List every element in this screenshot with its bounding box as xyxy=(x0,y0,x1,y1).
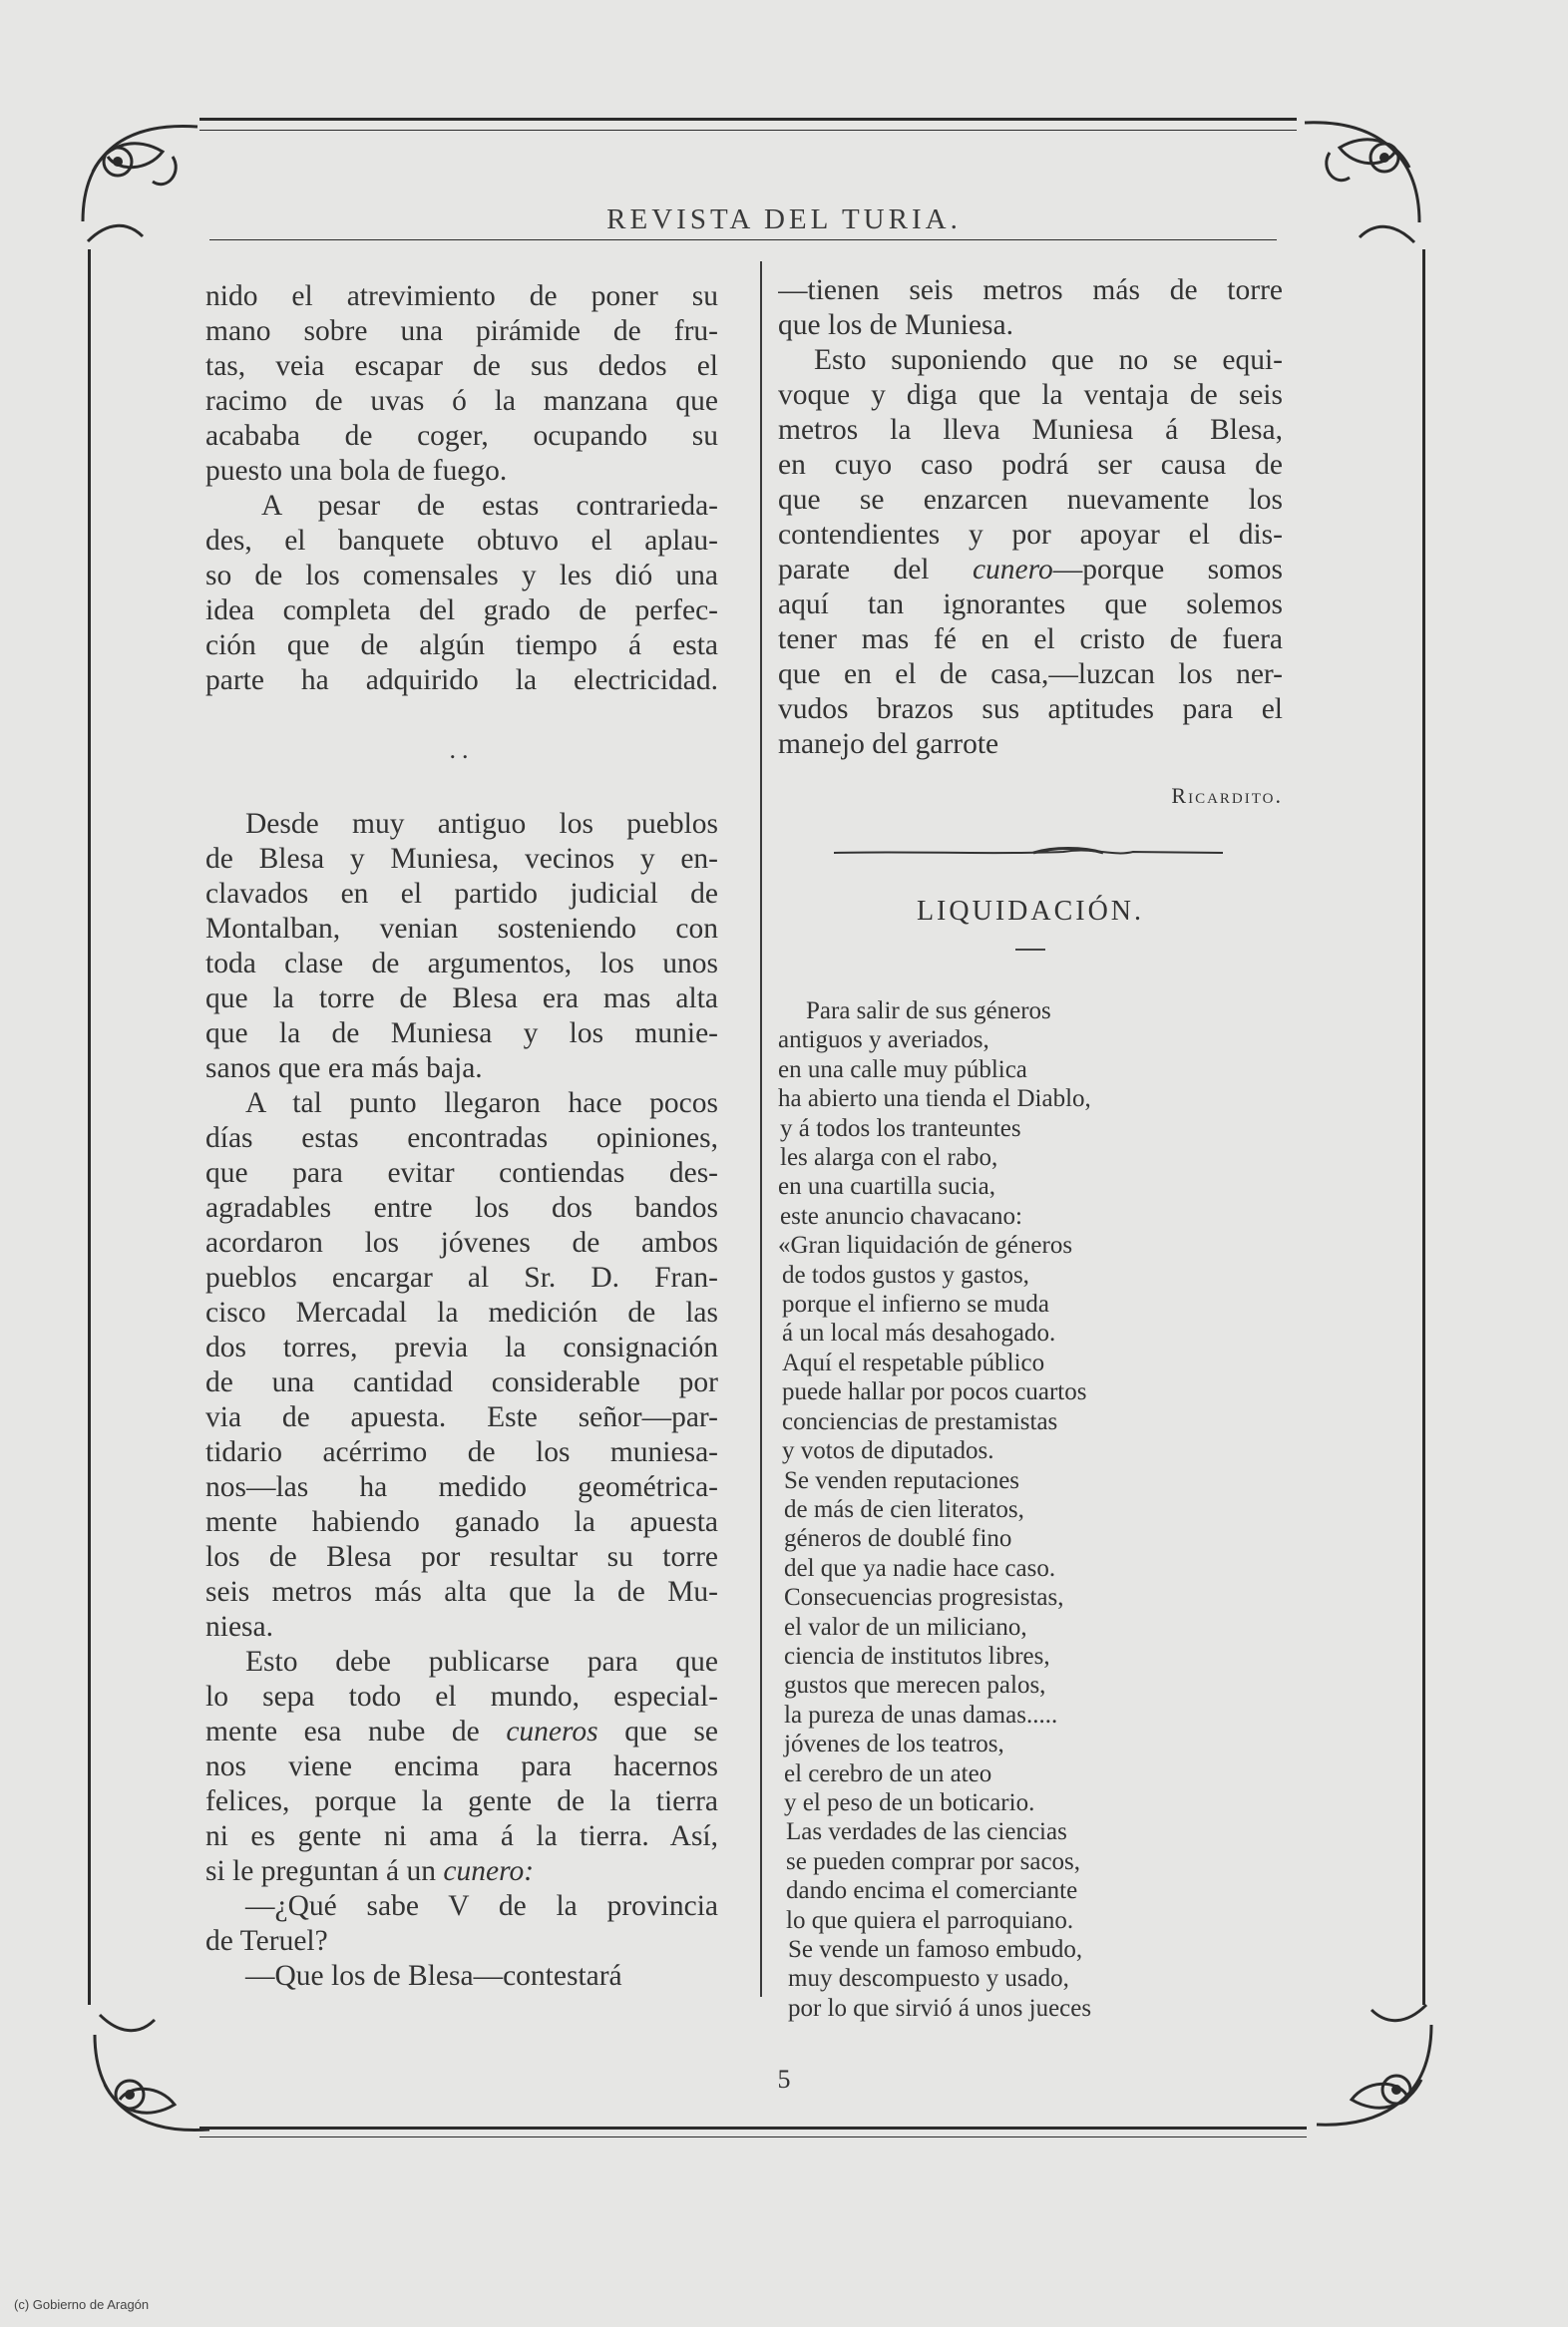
text-line: que la de Muniesa y los munie- xyxy=(205,1017,718,1049)
text-line: nido el atrevimiento de poner su xyxy=(205,280,718,312)
text-line: racimo de uvas ó la manzana que xyxy=(205,385,718,417)
text-line: Esto debe publicarse para que xyxy=(245,1646,718,1678)
text-line: metros la lleva Muniesa á Blesa, xyxy=(778,414,1283,446)
frame-bottom-thin-line xyxy=(199,2136,1307,2137)
poem-line: el valor de un miliciano, xyxy=(784,1613,1027,1641)
poem-line: Se vende un famoso embudo, xyxy=(788,1936,1083,1963)
text-line: seis metros más alta que la de Mu- xyxy=(205,1576,718,1608)
poem-line: ciencia de institutos libres, xyxy=(784,1642,1050,1670)
text-line: nos—las ha medido geométrica- xyxy=(205,1471,718,1503)
text-line: —tienen seis metros más de torre xyxy=(778,274,1283,306)
text-line: idea completa del grado de perfec- xyxy=(205,594,718,626)
text-line: tas, veia escapar de sus dedos el xyxy=(205,350,718,382)
text-line: que la torre de Blesa era mas alta xyxy=(205,982,718,1014)
text-line: vudos brazos sus aptitudes para el xyxy=(778,693,1283,725)
right-paragraph-2 xyxy=(778,343,1283,762)
poem-line: y el peso de un boticario. xyxy=(784,1788,1035,1816)
italic-word: cunero: xyxy=(443,1855,535,1887)
poem-line: puede hallar por pocos cuartos xyxy=(782,1378,1087,1406)
corner-ornament-top-left xyxy=(68,112,217,261)
poem-line: y votos de diputados. xyxy=(782,1437,994,1465)
poem-line: Se venden reputaciones xyxy=(784,1466,1020,1494)
poem-line: la pureza de unas damas..... xyxy=(784,1701,1058,1729)
frame-top-thin-line xyxy=(199,130,1297,131)
column-divider xyxy=(760,261,762,1997)
text-line: cisco Mercadal la medición de las xyxy=(205,1297,718,1329)
text-line: A pesar de estas contrarieda- xyxy=(261,490,718,522)
text-line: clavados en el partido judicial de xyxy=(205,878,718,910)
poem-line: lo que quiera el parroquiano. xyxy=(786,1906,1074,1934)
text-line: niesa. xyxy=(205,1611,273,1643)
text-line: de una cantidad considerable por xyxy=(205,1366,718,1398)
page-header-title: REVISTA DEL TURIA. xyxy=(606,203,962,235)
poem-line: muy descompuesto y usado, xyxy=(788,1965,1069,1993)
left-paragraph-3 xyxy=(205,807,718,1086)
text-line: dos torres, previa la consignación xyxy=(205,1332,718,1363)
text-line: que en el de casa,—luzcan los ner- xyxy=(778,658,1283,690)
text-line: ción que de algún tiempo á esta xyxy=(205,629,718,661)
text-line: mano sobre una pirámide de fru- xyxy=(205,315,718,347)
poem-line: de todos gustos y gastos, xyxy=(782,1261,1029,1289)
text-fragment: mente esa nube de xyxy=(205,1716,507,1747)
left-paragraph-2 xyxy=(150,489,718,698)
left-paragraph-1 xyxy=(205,279,718,489)
poem-line: por lo que sirvió á unos jueces xyxy=(788,1994,1092,2022)
text-line: agradables entre los dos bandos xyxy=(205,1192,718,1224)
left-paragraph-7 xyxy=(205,1959,718,1994)
poem-line: en una calle muy pública xyxy=(778,1055,1027,1083)
text-line: en cuyo caso podrá ser causa de xyxy=(778,449,1283,481)
right-paragraph-1 xyxy=(778,273,1283,343)
right-column xyxy=(778,273,1283,2023)
frame-left-line xyxy=(88,249,91,2005)
text-line: de Teruel? xyxy=(205,1925,328,1957)
frame-right-line xyxy=(1422,249,1425,2005)
italic-word: cuneros xyxy=(506,1716,598,1747)
text-line: que los de Muniesa. xyxy=(778,309,1013,341)
poem-line: conciencias de prestamistas xyxy=(782,1407,1058,1435)
text-line: días estas encontradas opiniones, xyxy=(205,1122,718,1154)
poem-line: gustos que merecen palos, xyxy=(784,1672,1046,1700)
text-line: via de apuesta. Este señor—par- xyxy=(205,1401,718,1433)
poem-line: les alarga con el rabo, xyxy=(780,1144,998,1172)
left-paragraph-5 xyxy=(205,1645,718,1889)
poem-line: Las verdades de las ciencias xyxy=(786,1818,1067,1846)
text-line: acababa de coger, ocupando su xyxy=(205,420,718,452)
poem-line: ha abierto una tienda el Diablo, xyxy=(778,1085,1091,1113)
section-separator-dots: .. xyxy=(449,735,475,764)
text-line: des, el banquete obtuvo el aplau- xyxy=(205,525,718,557)
poem-line: «Gran liquidación de géneros xyxy=(778,1232,1073,1260)
text-line: contendientes y por apoyar el dis- xyxy=(778,519,1283,551)
poem-line: y á todos los tranteuntes xyxy=(780,1114,1021,1142)
text-line: aquí tan ignorantes que solemos xyxy=(778,588,1283,620)
poem-line: Para salir de sus géneros xyxy=(806,997,1051,1024)
text-fragment: si le preguntan á un xyxy=(205,1855,444,1887)
text-line: felices, porque la gente de la tierra xyxy=(205,1785,718,1817)
poem-line: antiguos y averiados, xyxy=(778,1026,989,1054)
text-line: Esto suponiendo que no se equi- xyxy=(814,344,1283,376)
text-line: —Que los de Blesa—contestará xyxy=(245,1960,622,1992)
decorative-swash-divider xyxy=(834,843,1223,863)
text-line: acordaron los jóvenes de ambos xyxy=(205,1227,718,1259)
text-line: so de los comensales y les dió una xyxy=(205,560,718,591)
text-line: que para evitar contiendas des- xyxy=(205,1157,718,1189)
text-line: —¿Qué sabe V de la provincia xyxy=(245,1890,718,1922)
text-line: sanos que era más baja. xyxy=(205,1052,483,1084)
text-line: A tal punto llegaron hace pocos xyxy=(245,1087,718,1119)
text-line: voque y diga que la ventaja de seis xyxy=(778,379,1283,411)
text-line xyxy=(205,1854,718,1889)
poem-line: se pueden comprar por sacos, xyxy=(786,1847,1081,1875)
text-line: los de Blesa por resultar su torre xyxy=(205,1541,718,1573)
text-line: ni es gente ni ama á la tierra. Así, xyxy=(205,1820,718,1852)
text-fragment: —porque somos xyxy=(1052,554,1283,585)
text-line: Desde muy antiguo los pueblos xyxy=(245,808,718,840)
poem-line: Consecuencias progresistas, xyxy=(784,1584,1064,1612)
poem-line: á un local más desahogado. xyxy=(782,1320,1056,1348)
left-paragraph-4 xyxy=(205,1086,718,1645)
frame-top-line xyxy=(199,118,1297,121)
text-line: que se enzarcen nuevamente los xyxy=(778,484,1283,516)
text-line: tidario acérrimo de los muniesa- xyxy=(205,1436,718,1468)
text-line: parte ha adquirido la electricidad. xyxy=(205,664,718,696)
text-line: tener mas fé en el cristo de fuera xyxy=(778,623,1283,655)
text-line xyxy=(205,1715,718,1749)
poem-line: el cerebro de un ateo xyxy=(784,1759,992,1787)
text-fragment: parate del xyxy=(778,554,973,585)
poem-line: dando encima el comerciante xyxy=(786,1877,1078,1905)
poem-line: porque el infierno se muda xyxy=(782,1291,1049,1319)
left-paragraph-6 xyxy=(205,1889,718,1959)
poem-line: jóvenes de los teatros, xyxy=(784,1731,1004,1758)
frame-bottom-line xyxy=(199,2127,1307,2130)
poem xyxy=(778,996,1283,2023)
text-line: lo sepa todo el mundo, especial- xyxy=(205,1681,718,1713)
text-line: Montalban, venian sosteniendo con xyxy=(205,913,718,945)
poem-line: del que ya nadie hace caso. xyxy=(784,1554,1056,1582)
text-line: de Blesa y Muniesa, vecinos y en- xyxy=(205,843,718,875)
text-line: pueblos encargar al Sr. D. Fran- xyxy=(205,1262,718,1294)
section-title: LIQUIDACIÓN. xyxy=(916,896,1145,927)
poem-line: Aquí el respetable público xyxy=(782,1349,1045,1376)
poem-line: en una cuartilla sucia, xyxy=(778,1173,995,1201)
text-fragment: que se xyxy=(597,1716,718,1747)
page-number: 5 xyxy=(777,2065,791,2094)
text-line: puesto una bola de fuego. xyxy=(205,455,508,487)
title-dash xyxy=(1015,949,1045,951)
header-rule xyxy=(209,239,1277,240)
author-signature: Ricardito. xyxy=(1171,783,1283,808)
copyright-notice: (c) Gobierno de Aragón xyxy=(14,2297,150,2312)
poem-line: este anuncio chavacano: xyxy=(780,1202,1022,1230)
text-line: nos viene encima para hacernos xyxy=(205,1750,718,1782)
italic-word: cunero xyxy=(972,554,1053,585)
text-line: mente habiendo ganado la apuesta xyxy=(205,1506,718,1538)
poem-line: géneros de doublé fino xyxy=(784,1525,1012,1553)
text-line: manejo del garrote xyxy=(778,728,999,760)
text-line xyxy=(778,553,1283,587)
left-column xyxy=(205,279,718,1994)
poem-line: de más de cien literatos, xyxy=(784,1495,1024,1523)
text-line: toda clase de argumentos, los unos xyxy=(205,948,718,979)
